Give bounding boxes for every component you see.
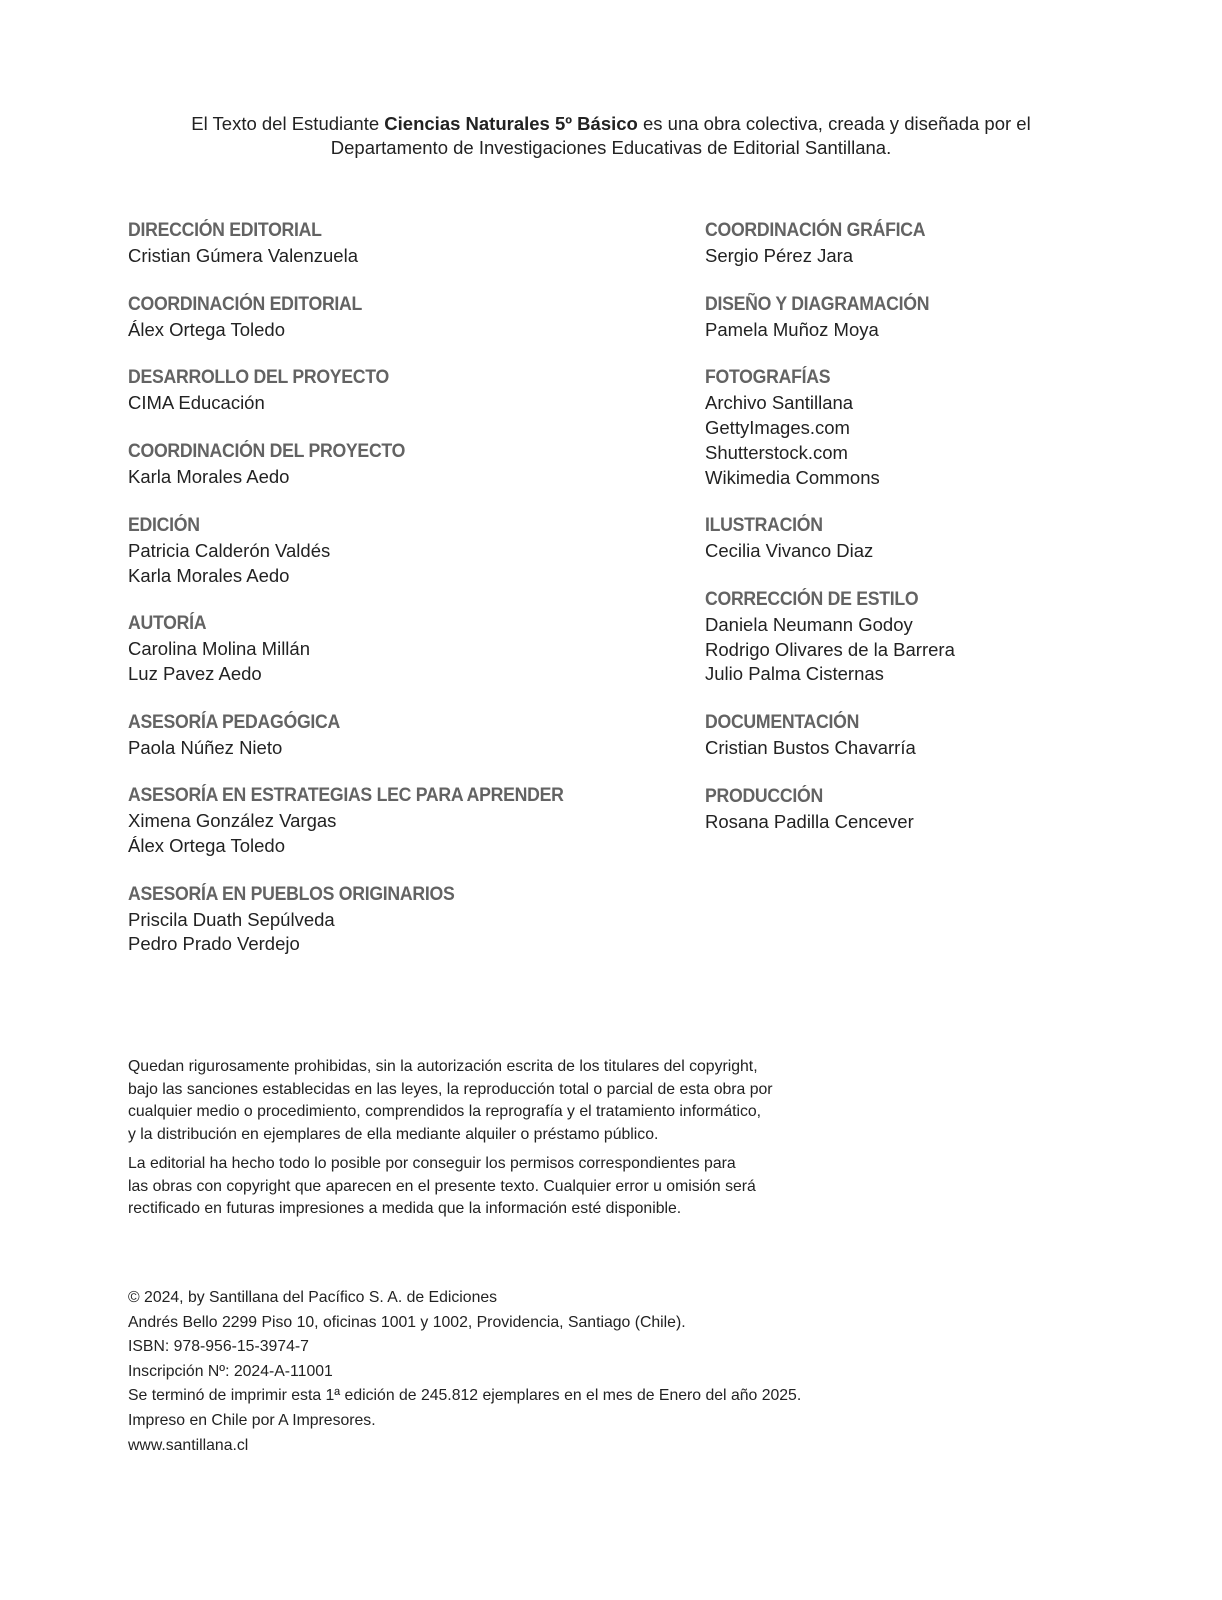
legal-text-line: las obras con copyright que aparecen en el presente texto. Cualquier error u omisión será [128, 1177, 756, 1195]
credit-person-name: Pamela Muñoz Moya [705, 318, 879, 340]
credit-names [128, 465, 688, 490]
credit-role-title: COORDINACIÓN GRÁFICA [705, 220, 926, 241]
credit-role-title: DIRECCIÓN EDITORIAL [128, 220, 322, 241]
credit-person-name: Daniela Neumann Godoy [705, 613, 913, 635]
legal-text-line: Quedan rigurosamente prohibidas, sin la autorización escrita de los titulares del copyright, [128, 1058, 758, 1075]
credit-person-name: Paola Núñez Nieto [128, 736, 283, 758]
intro-statement [128, 112, 1094, 160]
address-line: Andrés Bello 2299 Piso 10, oficinas 1001 y 1002, Providencia, Santiago (Chile). [128, 1313, 686, 1331]
credit-section [705, 784, 1185, 835]
credit-section [128, 218, 688, 269]
credit-person-name: Shutterstock.com [705, 441, 848, 463]
credit-person-name: Luz Pavez Aedo [128, 662, 262, 684]
credit-names [705, 391, 1185, 490]
credit-role-title: COORDINACIÓN EDITORIAL [128, 293, 363, 315]
credit-section [128, 365, 688, 416]
credit-role-title: EDICIÓN [128, 514, 200, 536]
credit-role-title: AUTORÍA [128, 613, 207, 635]
legal-text-line: La editorial ha hecho todo lo posible por conseguir los permisos correspondientes para [128, 1155, 736, 1172]
credit-names [128, 736, 688, 761]
credit-section [705, 513, 1185, 564]
credit-person-name: GettyImages.com [705, 417, 850, 439]
credit-person-name: CIMA Educación [128, 392, 265, 414]
credit-names [128, 637, 688, 686]
credit-section [128, 439, 688, 490]
credit-person-name: Álex Ortega Toledo [128, 835, 286, 857]
intro-suffix: es una obra colectiva, creada y diseñada por el [637, 113, 1031, 134]
credit-names [705, 539, 1185, 564]
credit-role-title: PRODUCCIÓN [705, 785, 823, 807]
intro-line-2: Departamento de Investigaciones Educativas de Editorial Santillana. [330, 137, 892, 158]
credit-names [705, 736, 1185, 761]
credit-names [128, 391, 688, 416]
credit-names [705, 318, 1185, 343]
credit-role-title: DISEÑO Y DIAGRAMACIÓN [705, 293, 930, 315]
imprint-block [128, 1286, 1028, 1458]
credit-names [705, 613, 1185, 687]
credit-names [128, 244, 688, 269]
credit-role-title: ASESORÍA EN PUEBLOS ORIGINARIOS [128, 883, 455, 905]
credits-left-column [128, 218, 688, 980]
credit-person-name: Cristian Bustos Chavarría [705, 737, 916, 759]
credit-person-name: Karla Morales Aedo [128, 466, 290, 488]
credit-person-name: Álex Ortega Toledo [128, 318, 286, 340]
intro-prefix: El Texto del Estudiante [191, 113, 385, 134]
credit-names [705, 244, 1185, 269]
credit-names [128, 908, 688, 957]
credit-person-name: Priscila Duath Sepúlveda [128, 908, 335, 930]
credits-right-column [705, 218, 1185, 857]
legal-text-line: rectificado en futuras impresiones a medida que la información esté disponible. [128, 1200, 682, 1217]
credit-person-name: Carolina Molina Millán [128, 638, 310, 660]
credit-names [705, 810, 1185, 835]
credit-person-name: Cristian Gúmera Valenzuela [128, 245, 358, 266]
legal-text-line: cualquier medio o procedimiento, comprendidos la reprografía y el tratamiento informático, [128, 1103, 762, 1120]
isbn-line: ISBN: 978-956-15-3974-7 [128, 1338, 309, 1356]
credit-role-title: FOTOGRAFÍAS [705, 367, 831, 389]
credit-role-title: DOCUMENTACIÓN [705, 712, 860, 734]
credit-role-title: ASESORÍA PEDAGÓGICA [128, 711, 341, 733]
credit-role-title: ASESORÍA EN ESTRATEGIAS LEC PARA APRENDER [128, 785, 564, 807]
legal-paragraph-permissions [128, 1153, 888, 1221]
credit-section [128, 783, 688, 858]
credit-role-title: ILUSTRACIÓN [705, 515, 823, 537]
credit-role-title: CORRECCIÓN DE ESTILO [705, 588, 919, 610]
legal-text-line: y la distribución en ejemplares de ella mediante alquiler o préstamo público. [128, 1125, 659, 1143]
printer-line: Impreso en Chile por A Impresores. [128, 1411, 376, 1429]
credit-person-name: Cecilia Vivanco Diaz [705, 540, 874, 562]
credit-section [128, 513, 688, 588]
credit-section [705, 218, 1185, 269]
legal-paragraph-copyright [128, 1056, 888, 1146]
credit-person-name: Archivo Santillana [705, 392, 854, 414]
credit-section [128, 710, 688, 761]
credit-names [128, 809, 688, 858]
credit-person-name: Rosana Padilla Cencever [705, 810, 914, 832]
copyright-line: © 2024, by Santillana del Pacífico S. A. de Ediciones [128, 1289, 498, 1306]
legal-text-line: bajo las sanciones establecidas en las leyes, la reproducción total o parcial de esta obra por [128, 1080, 773, 1098]
credit-section [705, 587, 1185, 687]
credit-section [705, 710, 1185, 761]
credit-section [128, 292, 688, 343]
intro-line-1 [128, 112, 1094, 136]
legal-notice [128, 1056, 888, 1228]
credit-person-name: Pedro Prado Verdejo [128, 933, 300, 955]
print-run-line: Se terminó de imprimir esta 1ª edición de 245.812 ejemplares en el mes de Enero del año 2025. [128, 1387, 802, 1405]
credit-names [128, 318, 688, 343]
credit-person-name: Rodrigo Olivares de la Barrera [705, 638, 955, 660]
credit-person-name: Ximena González Vargas [128, 810, 337, 832]
credit-person-name: Karla Morales Aedo [128, 564, 290, 586]
credit-names [128, 539, 688, 588]
credit-person-name: Wikimedia Commons [705, 466, 880, 488]
book-title: Ciencias Naturales 5º Básico [384, 113, 638, 134]
website-link[interactable]: www.santillana.cl [128, 1436, 249, 1454]
credit-section [705, 292, 1185, 343]
credit-person-name: Sergio Pérez Jara [705, 245, 854, 266]
credit-section [128, 611, 688, 686]
credit-person-name: Patricia Calderón Valdés [128, 539, 331, 561]
credit-person-name: Julio Palma Cisternas [705, 663, 884, 685]
credit-section [705, 365, 1185, 490]
credit-role-title: DESARROLLO DEL PROYECTO [128, 367, 389, 389]
credit-section [128, 882, 688, 957]
inscription-line: Inscripción Nº: 2024-A-11001 [128, 1362, 333, 1380]
credit-role-title: COORDINACIÓN DEL PROYECTO [128, 441, 406, 463]
